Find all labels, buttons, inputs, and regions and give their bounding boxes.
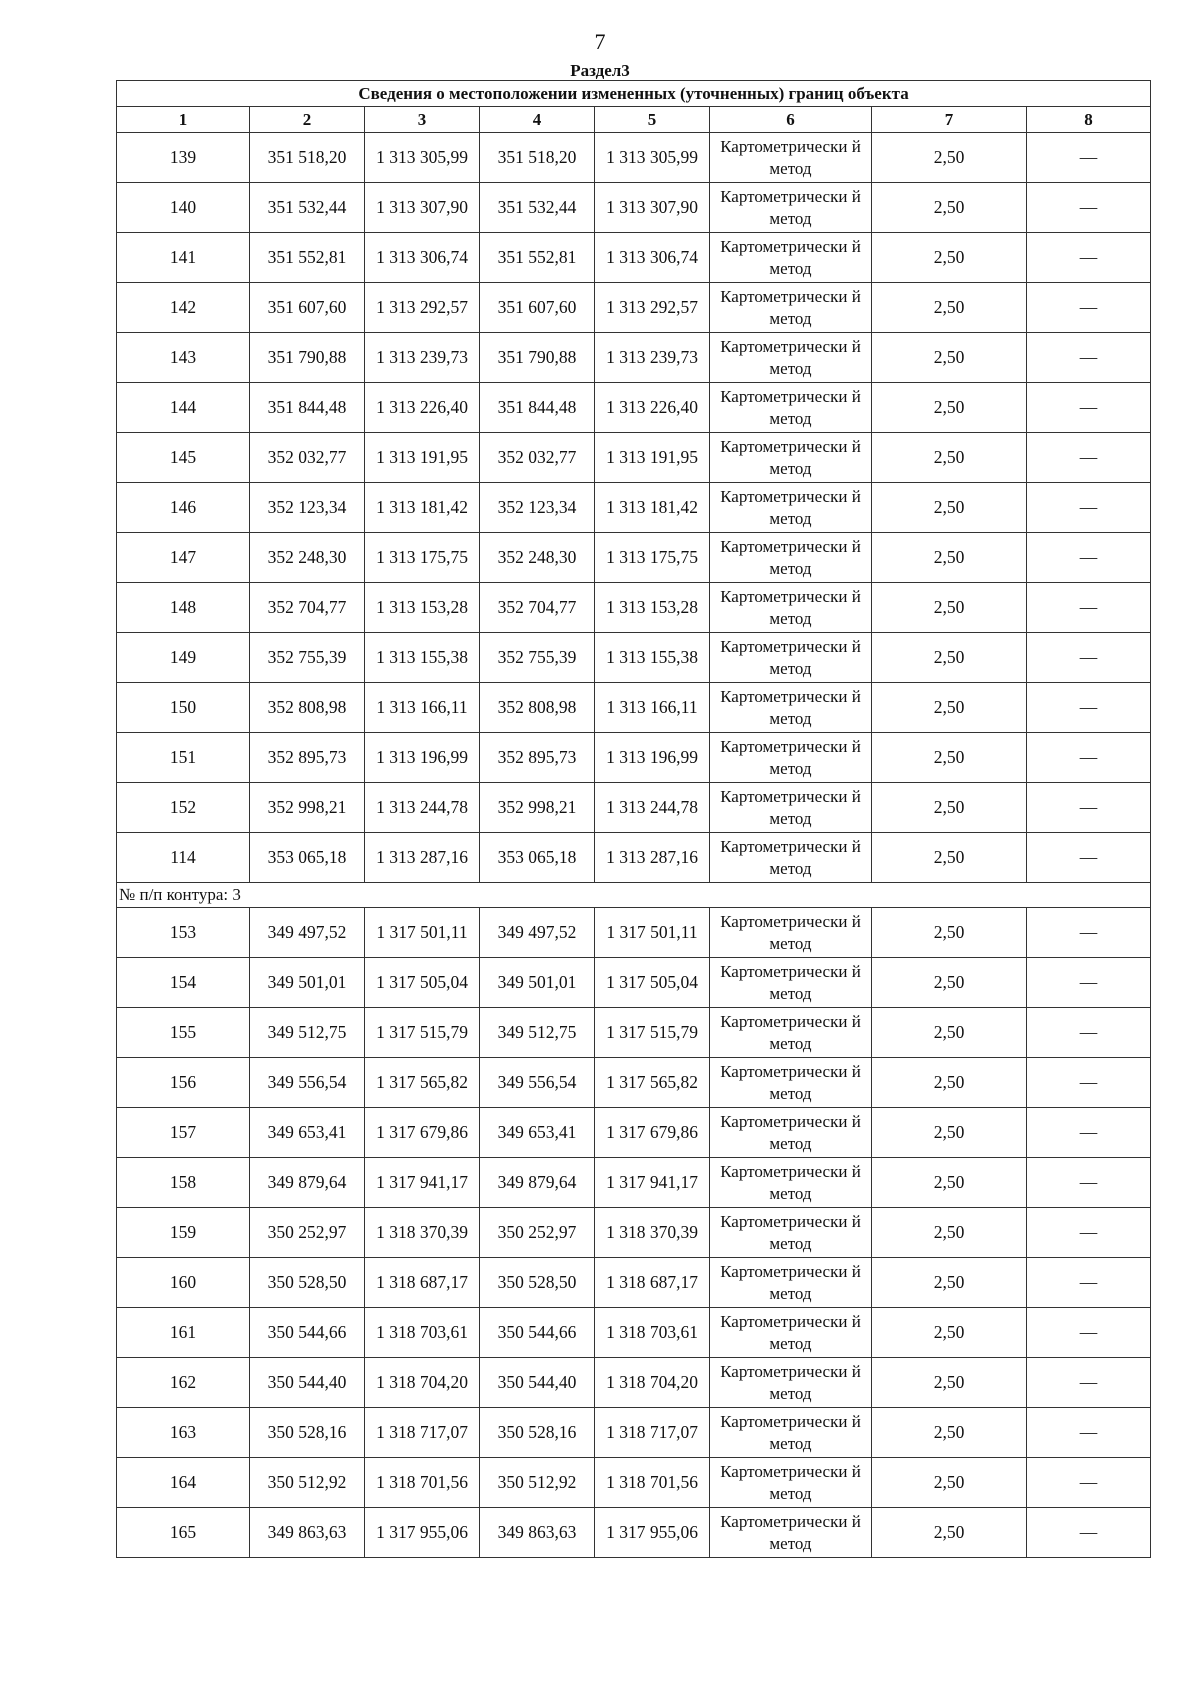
existing-y-cell: 1 313 191,95 xyxy=(365,433,480,483)
method-cell: Картометрически й метод xyxy=(710,1258,872,1308)
table-row xyxy=(117,683,1151,733)
method-cell: Картометрически й метод xyxy=(710,908,872,958)
table-row xyxy=(117,633,1151,683)
method-cell: Картометрически й метод xyxy=(710,433,872,483)
point-number-cell: 161 xyxy=(117,1308,250,1358)
accuracy-cell: 2,50 xyxy=(872,233,1027,283)
column-number: 7 xyxy=(872,107,1027,133)
description-cell: — xyxy=(1027,383,1151,433)
existing-x-cell: 350 252,97 xyxy=(250,1208,365,1258)
refined-x-cell: 351 790,88 xyxy=(480,333,595,383)
accuracy-cell: 2,50 xyxy=(872,1058,1027,1108)
accuracy-cell: 2,50 xyxy=(872,1508,1027,1558)
description-cell: — xyxy=(1027,633,1151,683)
table-row xyxy=(117,1258,1151,1308)
contour-row xyxy=(117,883,1151,908)
point-number-cell: 164 xyxy=(117,1458,250,1508)
table-row xyxy=(117,1308,1151,1358)
accuracy-cell: 2,50 xyxy=(872,908,1027,958)
refined-y-cell: 1 317 955,06 xyxy=(595,1508,710,1558)
method-cell: Картометрически й метод xyxy=(710,1208,872,1258)
existing-x-cell: 352 032,77 xyxy=(250,433,365,483)
point-number-cell: 153 xyxy=(117,908,250,958)
existing-x-cell: 349 497,52 xyxy=(250,908,365,958)
refined-y-cell: 1 318 717,07 xyxy=(595,1408,710,1458)
existing-y-cell: 1 313 181,42 xyxy=(365,483,480,533)
point-number-cell: 147 xyxy=(117,533,250,583)
method-cell: Картометрически й метод xyxy=(710,533,872,583)
method-cell: Картометрически й метод xyxy=(710,183,872,233)
accuracy-cell: 2,50 xyxy=(872,1458,1027,1508)
existing-x-cell: 352 123,34 xyxy=(250,483,365,533)
description-cell: — xyxy=(1027,958,1151,1008)
point-number-cell: 114 xyxy=(117,833,250,883)
refined-y-cell: 1 313 175,75 xyxy=(595,533,710,583)
existing-x-cell: 349 512,75 xyxy=(250,1008,365,1058)
description-cell: — xyxy=(1027,1158,1151,1208)
accuracy-cell: 2,50 xyxy=(872,1158,1027,1208)
existing-x-cell: 352 998,21 xyxy=(250,783,365,833)
method-cell: Картометрически й метод xyxy=(710,1508,872,1558)
description-cell: — xyxy=(1027,783,1151,833)
existing-y-cell: 1 313 196,99 xyxy=(365,733,480,783)
accuracy-cell: 2,50 xyxy=(872,283,1027,333)
method-cell: Картометрически й метод xyxy=(710,1058,872,1108)
table-row xyxy=(117,908,1151,958)
method-cell: Картометрически й метод xyxy=(710,958,872,1008)
section-title: Раздел3 xyxy=(570,61,630,80)
refined-y-cell: 1 318 704,20 xyxy=(595,1358,710,1408)
column-number: 1 xyxy=(117,107,250,133)
existing-x-cell: 349 501,01 xyxy=(250,958,365,1008)
accuracy-cell: 2,50 xyxy=(872,1208,1027,1258)
point-number-cell: 160 xyxy=(117,1258,250,1308)
refined-y-cell: 1 313 226,40 xyxy=(595,383,710,433)
refined-y-cell: 1 313 196,99 xyxy=(595,733,710,783)
description-cell: — xyxy=(1027,1408,1151,1458)
table-row xyxy=(117,1208,1151,1258)
refined-x-cell: 352 704,77 xyxy=(480,583,595,633)
method-cell: Картометрически й метод xyxy=(710,1458,872,1508)
refined-x-cell: 349 653,41 xyxy=(480,1108,595,1158)
refined-x-cell: 350 512,92 xyxy=(480,1458,595,1508)
accuracy-cell: 2,50 xyxy=(872,583,1027,633)
description-cell: — xyxy=(1027,433,1151,483)
table-row xyxy=(117,833,1151,883)
existing-x-cell: 349 653,41 xyxy=(250,1108,365,1158)
existing-y-cell: 1 313 155,38 xyxy=(365,633,480,683)
existing-x-cell: 351 790,88 xyxy=(250,333,365,383)
refined-y-cell: 1 318 701,56 xyxy=(595,1458,710,1508)
refined-y-cell: 1 313 244,78 xyxy=(595,783,710,833)
column-number: 8 xyxy=(1027,107,1151,133)
existing-x-cell: 350 528,50 xyxy=(250,1258,365,1308)
refined-y-cell: 1 317 679,86 xyxy=(595,1108,710,1158)
existing-y-cell: 1 313 287,16 xyxy=(365,833,480,883)
refined-x-cell: 352 755,39 xyxy=(480,633,595,683)
refined-y-cell: 1 313 306,74 xyxy=(595,233,710,283)
point-number-cell: 139 xyxy=(117,133,250,183)
existing-x-cell: 351 518,20 xyxy=(250,133,365,183)
description-cell: — xyxy=(1027,233,1151,283)
existing-y-cell: 1 317 679,86 xyxy=(365,1108,480,1158)
existing-x-cell: 351 844,48 xyxy=(250,383,365,433)
method-cell: Картометрически й метод xyxy=(710,383,872,433)
accuracy-cell: 2,50 xyxy=(872,833,1027,883)
description-cell: — xyxy=(1027,683,1151,733)
table-row xyxy=(117,533,1151,583)
refined-x-cell: 352 248,30 xyxy=(480,533,595,583)
method-cell: Картометрически й метод xyxy=(710,483,872,533)
accuracy-cell: 2,50 xyxy=(872,633,1027,683)
accuracy-cell: 2,50 xyxy=(872,783,1027,833)
existing-y-cell: 1 318 687,17 xyxy=(365,1258,480,1308)
accuracy-cell: 2,50 xyxy=(872,1108,1027,1158)
existing-y-cell: 1 313 244,78 xyxy=(365,783,480,833)
table-row xyxy=(117,1408,1151,1458)
accuracy-cell: 2,50 xyxy=(872,733,1027,783)
existing-y-cell: 1 318 717,07 xyxy=(365,1408,480,1458)
accuracy-cell: 2,50 xyxy=(872,383,1027,433)
point-number-cell: 151 xyxy=(117,733,250,783)
point-number-cell: 144 xyxy=(117,383,250,433)
existing-x-cell: 350 512,92 xyxy=(250,1458,365,1508)
existing-y-cell: 1 313 307,90 xyxy=(365,183,480,233)
existing-y-cell: 1 317 501,11 xyxy=(365,908,480,958)
point-number-cell: 141 xyxy=(117,233,250,283)
refined-x-cell: 349 879,64 xyxy=(480,1158,595,1208)
refined-y-cell: 1 313 239,73 xyxy=(595,333,710,383)
accuracy-cell: 2,50 xyxy=(872,433,1027,483)
refined-y-cell: 1 318 703,61 xyxy=(595,1308,710,1358)
table-row xyxy=(117,283,1151,333)
refined-x-cell: 350 252,97 xyxy=(480,1208,595,1258)
existing-x-cell: 350 544,66 xyxy=(250,1308,365,1358)
refined-x-cell: 349 556,54 xyxy=(480,1058,595,1108)
point-number-cell: 140 xyxy=(117,183,250,233)
method-cell: Картометрически й метод xyxy=(710,1158,872,1208)
method-cell: Картометрически й метод xyxy=(710,1108,872,1158)
existing-y-cell: 1 313 166,11 xyxy=(365,683,480,733)
existing-y-cell: 1 318 703,61 xyxy=(365,1308,480,1358)
description-cell: — xyxy=(1027,1258,1151,1308)
existing-x-cell: 350 544,40 xyxy=(250,1358,365,1408)
existing-y-cell: 1 318 701,56 xyxy=(365,1458,480,1508)
refined-y-cell: 1 313 305,99 xyxy=(595,133,710,183)
table-row xyxy=(117,733,1151,783)
accuracy-cell: 2,50 xyxy=(872,1008,1027,1058)
existing-x-cell: 349 556,54 xyxy=(250,1058,365,1108)
description-cell: — xyxy=(1027,1508,1151,1558)
refined-x-cell: 351 532,44 xyxy=(480,183,595,233)
refined-x-cell: 351 607,60 xyxy=(480,283,595,333)
accuracy-cell: 2,50 xyxy=(872,133,1027,183)
existing-x-cell: 352 704,77 xyxy=(250,583,365,633)
table-row xyxy=(117,383,1151,433)
table-caption-row xyxy=(117,81,1151,107)
refined-x-cell: 352 032,77 xyxy=(480,433,595,483)
table-row xyxy=(117,1008,1151,1058)
point-number-cell: 152 xyxy=(117,783,250,833)
refined-y-cell: 1 313 287,16 xyxy=(595,833,710,883)
table-row xyxy=(117,583,1151,633)
refined-x-cell: 351 552,81 xyxy=(480,233,595,283)
existing-y-cell: 1 317 941,17 xyxy=(365,1158,480,1208)
refined-y-cell: 1 317 501,11 xyxy=(595,908,710,958)
table-row xyxy=(117,483,1151,533)
refined-x-cell: 351 844,48 xyxy=(480,383,595,433)
existing-x-cell: 352 248,30 xyxy=(250,533,365,583)
method-cell: Картометрически й метод xyxy=(710,333,872,383)
method-cell: Картометрически й метод xyxy=(710,1358,872,1408)
refined-y-cell: 1 313 166,11 xyxy=(595,683,710,733)
table-row xyxy=(117,1158,1151,1208)
method-cell: Картометрически й метод xyxy=(710,1408,872,1458)
refined-y-cell: 1 313 153,28 xyxy=(595,583,710,633)
method-cell: Картометрически й метод xyxy=(710,283,872,333)
method-cell: Картометрически й метод xyxy=(710,683,872,733)
contour-label: № п/п контура: 3 xyxy=(117,883,1151,908)
method-cell: Картометрически й метод xyxy=(710,1008,872,1058)
point-number-cell: 158 xyxy=(117,1158,250,1208)
refined-x-cell: 353 065,18 xyxy=(480,833,595,883)
accuracy-cell: 2,50 xyxy=(872,958,1027,1008)
existing-y-cell: 1 317 955,06 xyxy=(365,1508,480,1558)
description-cell: — xyxy=(1027,533,1151,583)
refined-x-cell: 350 528,16 xyxy=(480,1408,595,1458)
refined-x-cell: 349 863,63 xyxy=(480,1508,595,1558)
refined-y-cell: 1 313 191,95 xyxy=(595,433,710,483)
table-row xyxy=(117,233,1151,283)
refined-x-cell: 352 998,21 xyxy=(480,783,595,833)
refined-x-cell: 351 518,20 xyxy=(480,133,595,183)
method-cell: Картометрически й метод xyxy=(710,633,872,683)
refined-x-cell: 352 895,73 xyxy=(480,733,595,783)
existing-x-cell: 352 808,98 xyxy=(250,683,365,733)
existing-x-cell: 351 532,44 xyxy=(250,183,365,233)
existing-x-cell: 352 755,39 xyxy=(250,633,365,683)
description-cell: — xyxy=(1027,1458,1151,1508)
table-row xyxy=(117,1358,1151,1408)
refined-y-cell: 1 313 181,42 xyxy=(595,483,710,533)
table-row xyxy=(117,183,1151,233)
point-number-cell: 149 xyxy=(117,633,250,683)
point-number-cell: 143 xyxy=(117,333,250,383)
table-caption: Сведения о местоположении измененных (уточненных) границ объекта xyxy=(117,81,1151,107)
table-row xyxy=(117,433,1151,483)
existing-x-cell: 352 895,73 xyxy=(250,733,365,783)
point-number-cell: 163 xyxy=(117,1408,250,1458)
existing-x-cell: 349 863,63 xyxy=(250,1508,365,1558)
point-number-cell: 157 xyxy=(117,1108,250,1158)
existing-x-cell: 351 607,60 xyxy=(250,283,365,333)
point-number-cell: 156 xyxy=(117,1058,250,1108)
description-cell: — xyxy=(1027,483,1151,533)
point-number-cell: 146 xyxy=(117,483,250,533)
refined-x-cell: 352 123,34 xyxy=(480,483,595,533)
point-number-cell: 159 xyxy=(117,1208,250,1258)
point-number-cell: 148 xyxy=(117,583,250,633)
point-number-cell: 154 xyxy=(117,958,250,1008)
refined-y-cell: 1 313 292,57 xyxy=(595,283,710,333)
point-number-cell: 155 xyxy=(117,1008,250,1058)
existing-y-cell: 1 313 239,73 xyxy=(365,333,480,383)
page-number: 7 xyxy=(594,29,606,54)
existing-x-cell: 349 879,64 xyxy=(250,1158,365,1208)
description-cell: — xyxy=(1027,283,1151,333)
column-number: 2 xyxy=(250,107,365,133)
existing-y-cell: 1 313 292,57 xyxy=(365,283,480,333)
existing-y-cell: 1 313 305,99 xyxy=(365,133,480,183)
existing-y-cell: 1 318 370,39 xyxy=(365,1208,480,1258)
accuracy-cell: 2,50 xyxy=(872,1358,1027,1408)
table-row xyxy=(117,133,1151,183)
table-row xyxy=(117,1508,1151,1558)
point-number-cell: 165 xyxy=(117,1508,250,1558)
description-cell: — xyxy=(1027,733,1151,783)
description-cell: — xyxy=(1027,1208,1151,1258)
existing-y-cell: 1 318 704,20 xyxy=(365,1358,480,1408)
refined-y-cell: 1 317 565,82 xyxy=(595,1058,710,1108)
refined-y-cell: 1 313 307,90 xyxy=(595,183,710,233)
existing-y-cell: 1 313 306,74 xyxy=(365,233,480,283)
accuracy-cell: 2,50 xyxy=(872,683,1027,733)
description-cell: — xyxy=(1027,833,1151,883)
point-number-cell: 162 xyxy=(117,1358,250,1408)
method-cell: Картометрически й метод xyxy=(710,233,872,283)
refined-y-cell: 1 317 515,79 xyxy=(595,1008,710,1058)
description-cell: — xyxy=(1027,333,1151,383)
existing-y-cell: 1 313 153,28 xyxy=(365,583,480,633)
table-row xyxy=(117,1458,1151,1508)
refined-x-cell: 350 544,40 xyxy=(480,1358,595,1408)
column-number: 6 xyxy=(710,107,872,133)
accuracy-cell: 2,50 xyxy=(872,533,1027,583)
refined-y-cell: 1 317 941,17 xyxy=(595,1158,710,1208)
accuracy-cell: 2,50 xyxy=(872,1408,1027,1458)
table-row xyxy=(117,333,1151,383)
existing-y-cell: 1 317 565,82 xyxy=(365,1058,480,1108)
method-cell: Картометрически й метод xyxy=(710,833,872,883)
existing-y-cell: 1 317 515,79 xyxy=(365,1008,480,1058)
method-cell: Картометрически й метод xyxy=(710,133,872,183)
description-cell: — xyxy=(1027,1008,1151,1058)
point-number-cell: 142 xyxy=(117,283,250,333)
table-row xyxy=(117,958,1151,1008)
existing-x-cell: 353 065,18 xyxy=(250,833,365,883)
accuracy-cell: 2,50 xyxy=(872,1258,1027,1308)
description-cell: — xyxy=(1027,908,1151,958)
method-cell: Картометрически й метод xyxy=(710,733,872,783)
description-cell: — xyxy=(1027,583,1151,633)
description-cell: — xyxy=(1027,1108,1151,1158)
description-cell: — xyxy=(1027,1308,1151,1358)
refined-x-cell: 350 528,50 xyxy=(480,1258,595,1308)
column-number: 5 xyxy=(595,107,710,133)
table-row xyxy=(117,783,1151,833)
accuracy-cell: 2,50 xyxy=(872,483,1027,533)
column-number-row xyxy=(117,107,1151,133)
refined-x-cell: 352 808,98 xyxy=(480,683,595,733)
refined-y-cell: 1 317 505,04 xyxy=(595,958,710,1008)
existing-y-cell: 1 317 505,04 xyxy=(365,958,480,1008)
existing-x-cell: 350 528,16 xyxy=(250,1408,365,1458)
accuracy-cell: 2,50 xyxy=(872,1308,1027,1358)
method-cell: Картометрически й метод xyxy=(710,583,872,633)
refined-x-cell: 349 501,01 xyxy=(480,958,595,1008)
refined-x-cell: 350 544,66 xyxy=(480,1308,595,1358)
boundary-coordinates-table xyxy=(116,80,1151,1558)
description-cell: — xyxy=(1027,183,1151,233)
description-cell: — xyxy=(1027,133,1151,183)
accuracy-cell: 2,50 xyxy=(872,333,1027,383)
existing-y-cell: 1 313 226,40 xyxy=(365,383,480,433)
point-number-cell: 150 xyxy=(117,683,250,733)
method-cell: Картометрически й метод xyxy=(710,783,872,833)
refined-y-cell: 1 313 155,38 xyxy=(595,633,710,683)
existing-y-cell: 1 313 175,75 xyxy=(365,533,480,583)
accuracy-cell: 2,50 xyxy=(872,183,1027,233)
column-number: 4 xyxy=(480,107,595,133)
method-cell: Картометрически й метод xyxy=(710,1308,872,1358)
existing-x-cell: 351 552,81 xyxy=(250,233,365,283)
refined-x-cell: 349 497,52 xyxy=(480,908,595,958)
table-row xyxy=(117,1058,1151,1108)
refined-x-cell: 349 512,75 xyxy=(480,1008,595,1058)
description-cell: — xyxy=(1027,1358,1151,1408)
refined-y-cell: 1 318 687,17 xyxy=(595,1258,710,1308)
description-cell: — xyxy=(1027,1058,1151,1108)
column-number: 3 xyxy=(365,107,480,133)
table-row xyxy=(117,1108,1151,1158)
refined-y-cell: 1 318 370,39 xyxy=(595,1208,710,1258)
point-number-cell: 145 xyxy=(117,433,250,483)
